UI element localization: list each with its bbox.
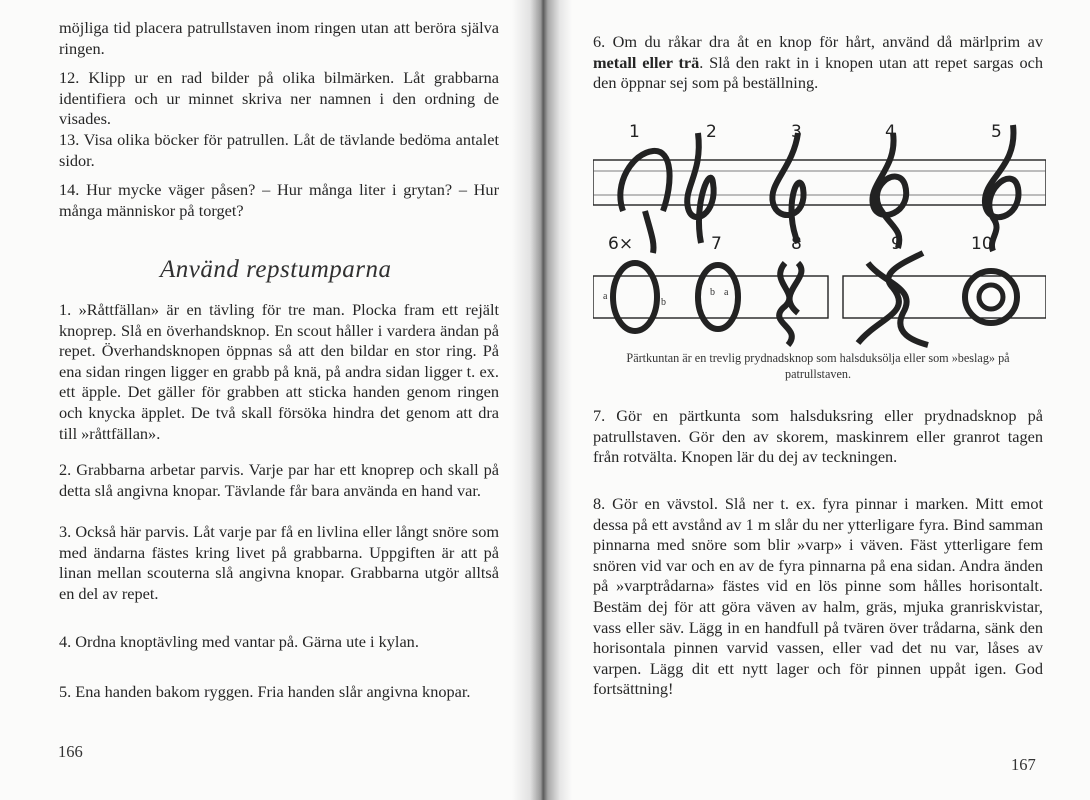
item-6-bold-text: metall eller trä: [593, 52, 700, 72]
paragraph-item-12: 12. Klipp ur en rad bilder på olika bilmärken. Låt grabbarna identifiera och ur minnet skriva ner namnen i den ordning de visades.: [59, 68, 499, 129]
paragraph-item-5: 5. Ena handen bakom ryggen. Fria handen slår angivna knopar.: [59, 682, 471, 701]
paragraph-item-8: 8. Gör en vävstol. Slå ner t. ex. fyra pinnar i marken. Mitt emot dessa på ett avstånd av 1 m slår du ner ytterligare fyra. Bind samman pinnarna med snöre som blir »varp» i väven. Fäst ytterligare fem snören vid var och en av de fyra pinnarna på ena sidan. Andra änden på »varptrådarna» fästes vid en lös pinne som hålles horisontalt. Bestäm dej för att göra väven av halm, gräs, mjuka granriskvistar, vass eller säv. Lägg in en handfull på tvären över trådarna, sänk den horisontala pinnen varvid vassen, eller vad det nu var, låses av varpen. Lägg dit ett nytt lager och för pinnen uppåt igen. God fortsättning!: [593, 494, 1043, 699]
figure-label-b-2: b: [710, 287, 715, 298]
paragraph-item-13: 13. Visa olika böcker för patrullen. Låt de tävlande bedöma antalet sidor.: [59, 130, 499, 170]
figure-number-4: 4: [885, 122, 896, 142]
figure-number-5: 5: [991, 122, 1002, 142]
paragraph-item-7: 7. Gör en pärtkunta som halsduksring eller prydnadsknop på patrullstaven. Gör den av skorem, maskinrem eller granrot tagen från rotvälta. Knopen lär du dej av teckningen.: [593, 406, 1043, 467]
paragraph-item-4: 4. Ordna knoptävling med vantar på. Gärna ute i kylan.: [59, 632, 419, 651]
knot-figure-bottom-row: [593, 234, 1046, 345]
page-number-right: 167: [1011, 755, 1036, 774]
figure-caption: Pärtkuntan är en trevlig prydnadsknop som halsduksölja eller som »beslag» på patrullstaven.: [626, 351, 1010, 381]
figure-label-b-1: b: [661, 297, 666, 308]
figure-number-9: 9: [891, 234, 902, 254]
figure-number-3: 3: [791, 122, 802, 142]
paragraph-item-14: 14. Hur mycke väger påsen? – Hur många liter i grytan? – Hur många människor på torget?: [59, 180, 499, 220]
section-heading: Använd repstumparna: [160, 256, 392, 283]
knot-illustration: [593, 113, 1046, 363]
figure-number-2: 2: [706, 122, 717, 142]
figure-number-1: 1: [629, 122, 640, 142]
figure-label-a-1: a: [603, 291, 608, 302]
figure-number-8: 8: [791, 234, 802, 254]
paragraph-item-1: 1. »Råttfällan» är en tävling för tre man. Plocka fram ett rejält knoprep. Slå en överhandsknop. En scout håller i vardera ändan på repet. Överhandsknopen öppnas så att den bildar en stor ring. På ena sidan ringen ligger en grabb på knä, på andra sidan ligger t. ex. ett äpple. Det gäller för grabben att sticka handen genom ringen och knycka äpplet. De två skall försöka hindra det genom att dra till »råttfällan».: [59, 300, 499, 443]
figure-number-7: 7: [711, 234, 722, 254]
item-6-text-b: . Slå den rakt in i knopen utan att repet sargas och den öppnar sej som på beställning.: [593, 52, 1043, 93]
page-number-left: 166: [58, 742, 83, 761]
paragraph-item-3: 3. Också här parvis. Låt varje par få en livlina eller långt snöre som med ändarna fästes kring livet på grabbarna. Uppgiften är att på linan mellan scouterna slå angivna knopar. Grabbarna utgör alltså en del av repet.: [59, 522, 499, 603]
item-6-text-a: 6. Om du råkar dra åt en knop för hårt, använd då märlprim av: [593, 32, 1043, 51]
staff-top: [593, 160, 1046, 205]
paragraph-item-6: [593, 32, 1043, 94]
figure-label-a-2: a: [724, 287, 729, 298]
paragraph-item-2: 2. Grabbarna arbetar parvis. Varje par har ett knoprep och skall på detta slå angivna knopar. Tävlande får bara använda en hand var.: [59, 460, 499, 500]
figure-number-6: 6×: [608, 234, 634, 254]
figure-number-10: 10: [971, 234, 993, 254]
paragraph-intro: möjliga tid placera patrullstaven inom ringen utan att beröra själva ringen.: [59, 18, 499, 58]
